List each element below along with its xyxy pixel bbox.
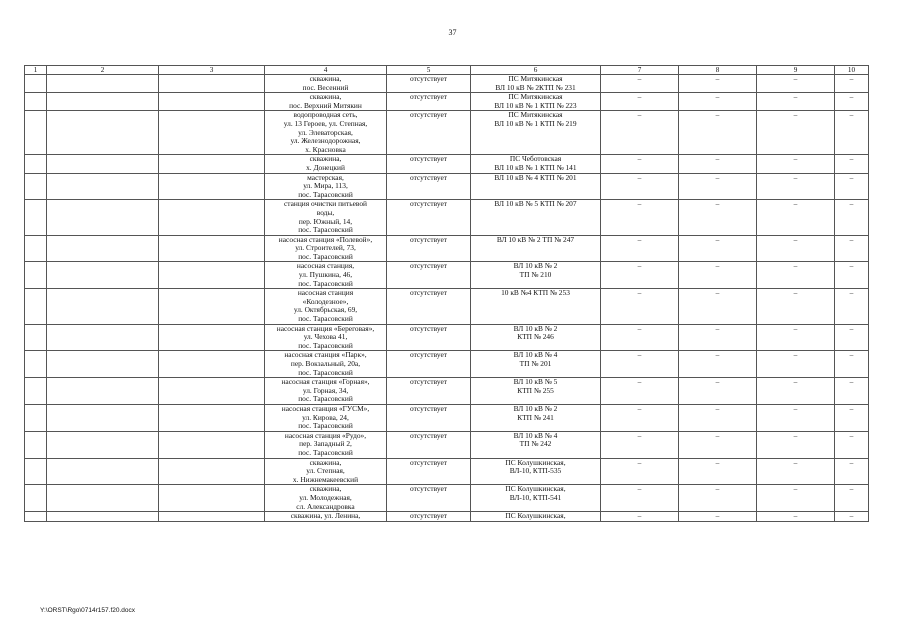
table-row (25, 111, 869, 155)
object-line: скважина, (309, 92, 342, 102)
value-cell-7: – (601, 93, 679, 111)
status-cell: отсутствует (387, 173, 471, 200)
empty-cell-2 (47, 111, 159, 155)
table-row (25, 289, 869, 324)
power-source-line: ТП № 210 (519, 270, 552, 280)
power-source-cell (471, 512, 601, 522)
value-cell-8: – (679, 512, 757, 522)
object-line: пос. Тарасовский (298, 189, 353, 199)
empty-cell-2 (47, 378, 159, 405)
empty-cell-1 (25, 404, 47, 431)
object-line: ул. Молодежная, (299, 492, 352, 502)
power-source-line: ВЛ 10 кВ № 2 (513, 261, 558, 271)
table-row (25, 200, 869, 235)
object-line: ул. Горная, 34, (302, 385, 349, 395)
status-cell: отсутствует (387, 200, 471, 235)
empty-cell-3 (159, 75, 265, 93)
object-line: насосная станция (297, 288, 354, 298)
status-cell: отсутствует (387, 512, 471, 522)
empty-cell-2 (47, 173, 159, 200)
power-source-cell (471, 173, 601, 200)
power-source-line: ТП № 242 (519, 439, 552, 449)
object-line: пос. Тарасовский (298, 225, 353, 235)
status-cell: отсутствует (387, 378, 471, 405)
value-cell-9: – (757, 235, 835, 262)
empty-cell-3 (159, 431, 265, 458)
value-cell-10: – (835, 262, 869, 289)
value-cell-7: – (601, 378, 679, 405)
value-cell-8: – (679, 378, 757, 405)
object-line: ул. Элеваторская, (298, 127, 353, 137)
value-cell-10: – (835, 111, 869, 155)
status-cell: отсутствует (387, 485, 471, 512)
empty-cell-2 (47, 289, 159, 324)
value-cell-7: – (601, 431, 679, 458)
object-cell (265, 289, 387, 324)
value-cell-7: – (601, 200, 679, 235)
object-line: насосная станция «Парк», (284, 350, 367, 360)
power-source-line: 10 кВ №4 КТП № 253 (501, 288, 570, 298)
object-line: насосная станция «Горная», (281, 377, 370, 387)
value-cell-8: – (679, 200, 757, 235)
power-source-line: ПС Митякинская (508, 92, 563, 102)
value-cell-9: – (757, 458, 835, 485)
object-line: скважина, ул. Ленина, (290, 511, 361, 521)
empty-cell-3 (159, 458, 265, 485)
value-cell-9: – (757, 200, 835, 235)
header-cell-5: 5 (387, 66, 471, 75)
table-row (25, 262, 869, 289)
object-line: пер. Вокзальный, 20а, (290, 359, 361, 368)
power-source-line: ВЛ-10, КТП-535 (509, 466, 562, 476)
object-line: мастерская, (307, 173, 344, 182)
header-cell-8: 8 (679, 66, 757, 75)
empty-cell-1 (25, 378, 47, 405)
empty-cell-2 (47, 262, 159, 289)
value-cell-8: – (679, 111, 757, 155)
value-cell-9: – (757, 173, 835, 200)
status-cell: отсутствует (387, 324, 471, 351)
power-source-cell (471, 289, 601, 324)
object-cell (265, 351, 387, 378)
header-cell-4: 4 (265, 66, 387, 75)
object-line: насосная станция «Береговая», (276, 324, 375, 333)
table-row (25, 75, 869, 93)
object-cell (265, 155, 387, 173)
power-source-line: ВЛ 10 кВ № 5 (513, 377, 558, 387)
empty-cell-2 (47, 512, 159, 522)
power-source-line: ВЛ 10 кВ № 1 КТП № 219 (494, 118, 577, 128)
object-line: пос. Тарасовский (298, 394, 353, 404)
object-line: скважина, (309, 484, 342, 494)
empty-cell-2 (47, 404, 159, 431)
value-cell-7: – (601, 155, 679, 173)
object-line: х. Донецкий (306, 162, 345, 172)
power-source-line: ВЛ 10 кВ № 2КТП № 231 (495, 82, 576, 92)
power-source-line: ПС Митякинская (508, 110, 563, 120)
object-cell (265, 404, 387, 431)
object-line: насосная станция, (296, 261, 355, 271)
value-cell-7: – (601, 173, 679, 200)
empty-cell-2 (47, 200, 159, 235)
object-line: пос. Тарасовский (298, 278, 353, 288)
object-line: насосная станция «ГУСМ», (281, 404, 370, 413)
object-cell (265, 75, 387, 93)
value-cell-10: – (835, 458, 869, 485)
value-cell-10: – (835, 289, 869, 324)
power-source-line: ВЛ 10 кВ № 4 (513, 431, 558, 440)
power-source-line: ВЛ-10, КТП-541 (509, 492, 562, 502)
value-cell-9: – (757, 93, 835, 111)
object-line: х. Красновка (305, 144, 346, 154)
value-cell-9: – (757, 512, 835, 522)
power-source-cell (471, 75, 601, 93)
status-cell: отсутствует (387, 93, 471, 111)
table-row (25, 235, 869, 262)
empty-cell-3 (159, 512, 265, 522)
empty-cell-2 (47, 93, 159, 111)
value-cell-8: – (679, 458, 757, 485)
power-source-cell (471, 200, 601, 235)
value-cell-9: – (757, 111, 835, 155)
value-cell-8: – (679, 93, 757, 111)
object-line: ул. Мира, 113, (303, 181, 348, 191)
object-line: воды, (316, 207, 335, 217)
object-line: «Колодезное», (302, 296, 349, 306)
value-cell-9: – (757, 404, 835, 431)
value-cell-8: – (679, 262, 757, 289)
empty-cell-3 (159, 200, 265, 235)
value-cell-10: – (835, 324, 869, 351)
object-cell (265, 93, 387, 111)
object-line: ул. Железнодорожная, (290, 136, 361, 146)
empty-cell-1 (25, 173, 47, 200)
value-cell-7: – (601, 404, 679, 431)
empty-cell-2 (47, 75, 159, 93)
value-cell-7: – (601, 458, 679, 485)
object-line: ул. 13 Героев, ул. Степная, (283, 118, 368, 128)
object-line: пос. Тарасовский (298, 447, 353, 457)
value-cell-8: – (679, 351, 757, 378)
empty-cell-1 (25, 485, 47, 512)
object-line: скважина, (309, 458, 342, 467)
empty-cell-1 (25, 93, 47, 111)
empty-cell-3 (159, 262, 265, 289)
value-cell-9: – (757, 155, 835, 173)
header-cell-1: 1 (25, 66, 47, 75)
object-cell (265, 378, 387, 405)
power-source-line: КТП № 241 (517, 412, 554, 422)
value-cell-10: – (835, 93, 869, 111)
value-cell-9: – (757, 378, 835, 405)
table-row (25, 458, 869, 485)
value-cell-8: – (679, 324, 757, 351)
power-source-line: ПС Колушкинская, (505, 458, 566, 467)
power-source-cell (471, 485, 601, 512)
object-line: ул. Пушкина, 46, (298, 270, 353, 280)
power-source-line: ПС Колушкинская, (505, 484, 566, 494)
status-cell: отсутствует (387, 351, 471, 378)
value-cell-10: – (835, 485, 869, 512)
empty-cell-3 (159, 155, 265, 173)
value-cell-7: – (601, 351, 679, 378)
value-cell-8: – (679, 289, 757, 324)
empty-cell-3 (159, 378, 265, 405)
empty-cell-2 (47, 351, 159, 378)
page-number: 37 (448, 28, 457, 37)
value-cell-10: – (835, 512, 869, 522)
empty-cell-2 (47, 458, 159, 485)
object-cell (265, 200, 387, 235)
power-source-cell (471, 93, 601, 111)
object-line: пос. Тарасовский (298, 340, 353, 350)
value-cell-10: – (835, 351, 869, 378)
value-cell-10: – (835, 200, 869, 235)
empty-cell-1 (25, 512, 47, 522)
header-cell-10: 10 (835, 66, 869, 75)
power-source-line: ПС Чеботовская (509, 154, 562, 164)
value-cell-8: – (679, 173, 757, 200)
value-cell-9: – (757, 289, 835, 324)
value-cell-7: – (601, 111, 679, 155)
value-cell-9: – (757, 351, 835, 378)
power-source-cell (471, 458, 601, 485)
status-cell: отсутствует (387, 155, 471, 173)
value-cell-8: – (679, 431, 757, 458)
object-line: пос. Тарасовский (298, 314, 353, 324)
power-source-line: ПС Митякинская (508, 74, 563, 83)
empty-cell-3 (159, 404, 265, 431)
value-cell-9: – (757, 431, 835, 458)
object-line: станция очистки питьевой (284, 199, 367, 209)
value-cell-8: – (679, 235, 757, 262)
power-source-line: ВЛ 10 кВ № 4 (513, 350, 558, 360)
object-line: пер. Южный, 14, (298, 216, 353, 226)
empty-cell-3 (159, 111, 265, 155)
status-cell: отсутствует (387, 75, 471, 93)
object-line: пос. Тарасовский (298, 367, 353, 377)
object-line: х. Нижнемакеевский (292, 474, 359, 484)
power-source-cell (471, 111, 601, 155)
empty-cell-3 (159, 324, 265, 351)
power-source-cell (471, 324, 601, 351)
power-source-cell (471, 378, 601, 405)
value-cell-10: – (835, 235, 869, 262)
value-cell-7: – (601, 235, 679, 262)
power-source-line: ВЛ 10 кВ № 5 КТП № 207 (494, 199, 577, 209)
power-source-line: ВЛ 10 кВ № 2 (513, 404, 558, 413)
object-cell (265, 458, 387, 485)
table-row (25, 431, 869, 458)
empty-cell-1 (25, 75, 47, 93)
header-cell-2: 2 (47, 66, 159, 75)
object-line: скважина, (309, 154, 342, 164)
object-line: водопроводная сеть, (293, 110, 358, 120)
power-source-cell (471, 262, 601, 289)
status-cell: отсутствует (387, 262, 471, 289)
power-source-line: КТП № 255 (517, 385, 554, 395)
empty-cell-1 (25, 351, 47, 378)
object-line: насосная станция «Полевой», (278, 235, 373, 244)
header-cell-9: 9 (757, 66, 835, 75)
power-source-cell (471, 155, 601, 173)
value-cell-10: – (835, 173, 869, 200)
value-cell-7: – (601, 512, 679, 522)
empty-cell-1 (25, 431, 47, 458)
empty-cell-3 (159, 351, 265, 378)
object-line: насосная станция «Рудо», (284, 431, 367, 440)
table-row (25, 378, 869, 405)
status-cell: отсутствует (387, 111, 471, 155)
object-cell (265, 173, 387, 200)
object-line: пос. Тарасовский (298, 421, 353, 431)
object-cell (265, 485, 387, 512)
value-cell-10: – (835, 75, 869, 93)
empty-cell-1 (25, 458, 47, 485)
object-line: пер. Западный 2, (299, 439, 352, 449)
object-cell (265, 324, 387, 351)
object-cell (265, 431, 387, 458)
value-cell-9: – (757, 485, 835, 512)
power-source-line: ВЛ 10 кВ № 2 ТП № 247 (496, 235, 575, 244)
power-source-line: ВЛ 10 кВ № 1 КТП № 223 (494, 100, 577, 110)
object-cell (265, 111, 387, 155)
table-row (25, 324, 869, 351)
power-source-line: ВЛ 10 кВ № 2 (513, 324, 558, 333)
empty-cell-2 (47, 235, 159, 262)
empty-cell-2 (47, 155, 159, 173)
empty-cell-1 (25, 235, 47, 262)
power-source-line: ПС Колушкинская, (505, 511, 566, 521)
table-row (25, 485, 869, 512)
table-row (25, 93, 869, 111)
value-cell-10: – (835, 378, 869, 405)
power-source-line: ВЛ 10 кВ № 1 КТП № 141 (494, 162, 577, 172)
empty-cell-1 (25, 111, 47, 155)
value-cell-8: – (679, 75, 757, 93)
power-source-cell (471, 404, 601, 431)
object-line: пос. Весенний (302, 82, 349, 92)
table-row (25, 351, 869, 378)
value-cell-10: – (835, 155, 869, 173)
value-cell-7: – (601, 75, 679, 93)
empty-cell-2 (47, 324, 159, 351)
value-cell-9: – (757, 75, 835, 93)
header-cell-7: 7 (601, 66, 679, 75)
value-cell-10: – (835, 431, 869, 458)
object-line: пос. Тарасовский (298, 251, 353, 261)
empty-cell-1 (25, 155, 47, 173)
file-path-footer: Y:\ORST\Rgo\0714r157.f20.docx (40, 607, 136, 614)
power-source-cell (471, 351, 601, 378)
object-line: ул. Степная, (306, 466, 345, 476)
empty-cell-1 (25, 324, 47, 351)
value-cell-9: – (757, 262, 835, 289)
value-cell-9: – (757, 324, 835, 351)
table-row (25, 404, 869, 431)
table-row (25, 512, 869, 522)
value-cell-7: – (601, 289, 679, 324)
object-line: ул. Кирова, 24, (302, 412, 349, 422)
table-row (25, 173, 869, 200)
empty-cell-1 (25, 200, 47, 235)
object-line: ул. Октябрьская, 69, (293, 305, 358, 315)
status-cell: отсутствует (387, 458, 471, 485)
status-cell: отсутствует (387, 431, 471, 458)
power-source-line: ТП № 201 (519, 359, 552, 368)
object-cell (265, 235, 387, 262)
object-line: сл. Александровка (296, 501, 355, 511)
value-cell-8: – (679, 155, 757, 173)
value-cell-7: – (601, 485, 679, 512)
power-source-cell (471, 235, 601, 262)
status-cell: отсутствует (387, 235, 471, 262)
data-table (24, 65, 869, 522)
empty-cell-1 (25, 262, 47, 289)
header-row (25, 66, 869, 75)
power-source-line: КТП № 246 (517, 332, 554, 342)
empty-cell-3 (159, 289, 265, 324)
value-cell-7: – (601, 262, 679, 289)
power-source-cell (471, 431, 601, 458)
table-row (25, 155, 869, 173)
empty-cell-3 (159, 235, 265, 262)
empty-cell-2 (47, 485, 159, 512)
value-cell-8: – (679, 485, 757, 512)
value-cell-8: – (679, 404, 757, 431)
header-cell-6: 6 (471, 66, 601, 75)
value-cell-7: – (601, 324, 679, 351)
object-line: ул. Чехова 41, (303, 332, 348, 342)
value-cell-10: – (835, 404, 869, 431)
object-line: скважина, (309, 74, 342, 83)
status-cell: отсутствует (387, 289, 471, 324)
object-line: ул. Строителей, 73, (295, 243, 356, 253)
empty-cell-3 (159, 485, 265, 512)
status-cell: отсутствует (387, 404, 471, 431)
empty-cell-1 (25, 289, 47, 324)
object-line: пос. Верхний Митякин (289, 100, 362, 110)
empty-cell-3 (159, 173, 265, 200)
empty-cell-3 (159, 93, 265, 111)
empty-cell-2 (47, 431, 159, 458)
power-source-line: ВЛ 10 кВ № 4 КТП № 201 (494, 173, 577, 182)
object-cell (265, 512, 387, 522)
header-cell-3: 3 (159, 66, 265, 75)
object-cell (265, 262, 387, 289)
